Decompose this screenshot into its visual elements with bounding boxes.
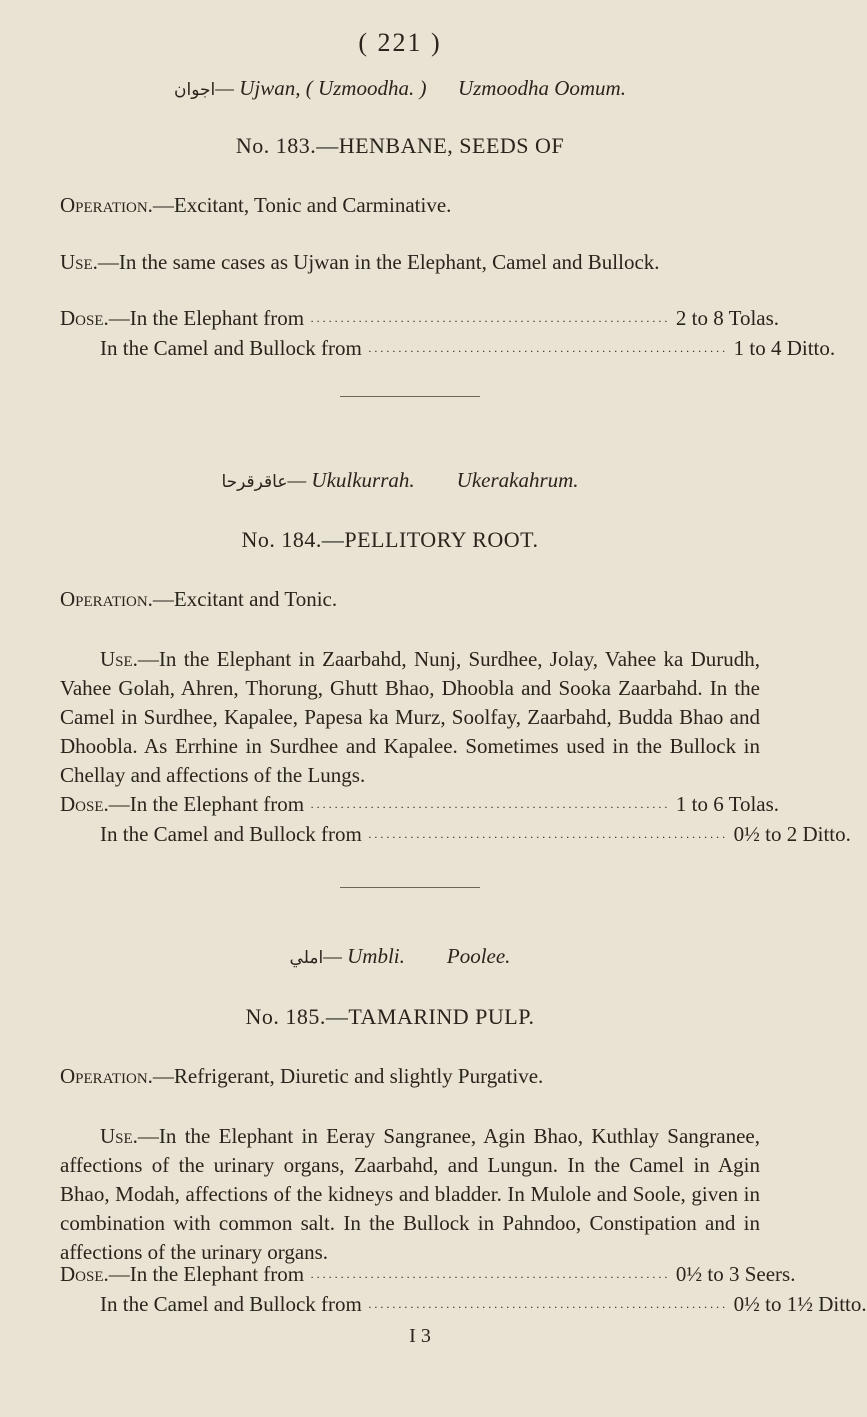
dose-amount: 0½ to 1½ Ditto. [733,1292,867,1316]
page-number: ( 221 ) [358,28,442,57]
dose-block-184 [60,792,851,852]
operation-183 [60,193,451,218]
dose-amount: 2 to 8 Tolas. [675,306,780,330]
section-divider [340,887,480,888]
dose-label: Dose. [60,306,109,330]
dose-text: —In the Elephant from [108,1262,305,1286]
use-text: —In the Elephant in Eeray Sangranee, Agin Bhao, Kuthlay Sangranee, affections of the urinary organs, Zaarbahd, and Lungun. In the Camel in Agin Bhao, Modah, affections of the kidneys and bladder. In Mulole and Soole, given in combination with common salt. In the Bullock in Pahndoo, Constipation and in affections of the urinary organs. [60,1124,760,1264]
leader-dots: ···························································· [310,314,670,328]
leader-dots: ···························································· [310,800,670,814]
alternate-name: Poolee. [446,944,511,968]
dose-row [60,1292,867,1322]
dose-row [60,822,851,852]
dose-text: —In the Elephant from [108,792,305,816]
dose-amount: 1 to 6 Tolas. [675,792,780,816]
dose-row [60,1262,796,1292]
use-label: Use. [100,647,138,671]
dose-row [60,306,780,336]
dose-amount: 0½ to 3 Seers. [675,1262,796,1286]
use-183 [60,250,660,275]
dose-amount: 1 to 4 Ditto. [733,336,836,360]
operation-185 [60,1064,543,1089]
dose-label: Dose. [60,792,109,816]
operation-text: —Excitant, Tonic and Carminative. [152,193,452,217]
dose-label: Dose. [60,1262,109,1286]
operation-label: Operation. [60,193,153,217]
vernacular-name: — Ukulkurrah. [287,468,415,492]
dose-block-185 [60,1262,867,1322]
operation-label: Operation. [60,1064,153,1088]
vernacular-name: — Umbli. [323,944,405,968]
dose-row [60,336,836,366]
section-divider [340,396,480,397]
dose-block-183 [60,306,836,366]
vernacular-name: — Ujwan, ( Uzmoodha. ) [215,76,427,100]
leader-dots: ···························································· [310,1270,670,1284]
arabic-name: عاقرقرحا [221,472,288,492]
entry-title-183: No. 183.—HENBANE, SEEDS OF [235,133,565,158]
leader-dots: ···························································· [367,1300,728,1314]
entry-heading-184 [0,468,800,493]
use-184 [60,645,760,790]
use-label: Use. [60,250,98,274]
leader-dots: ···························································· [367,830,728,844]
use-label: Use. [100,1124,138,1148]
dose-row [60,792,780,822]
entry-heading-183 [0,76,800,101]
arabic-name: اجوان [174,80,216,100]
leader-dots: ···························································· [367,344,728,358]
use-185 [60,1122,760,1267]
operation-text: —Refrigerant, Diuretic and slightly Purgative. [152,1064,544,1088]
dose-text: In the Camel and Bullock from [100,336,362,360]
use-text: —In the same cases as Ujwan in the Elephant, Camel and Bullock. [97,250,660,274]
printer-signature: I 3 [409,1325,431,1347]
dose-text: In the Camel and Bullock from [100,1292,362,1316]
entry-title-184: No. 184.—PELLITORY ROOT. [241,527,539,552]
entry-heading-185 [0,944,800,969]
alternate-name: Uzmoodha Oomum. [457,76,626,100]
dose-text: —In the Elephant from [108,306,305,330]
operation-184 [60,587,337,612]
entry-title-185: No. 185.—TAMARIND PULP. [245,1004,535,1029]
dose-text: In the Camel and Bullock from [100,822,362,846]
dose-amount: 0½ to 2 Ditto. [733,822,851,846]
arabic-name: املي [289,948,324,968]
use-text: —In the Elephant in Zaarbahd, Nunj, Surdhee, Jolay, Vahee ka Durudh, Vahee Golah, Ahren, Thorung, Ghutt Bhao, Dhoobla and Sooka Zaarbahd. In the Camel in Surdhee, Kapalee, Papesa ka Murz, Soolfay, Zaarbahd, Budda Bhao and Dhoobla. As Errhine in Surdhee and Kapalee. Sometimes used in the Bullock in Chellay and affections of the Lungs. [60,647,760,787]
operation-label: Operation. [60,587,153,611]
operation-text: —Excitant and Tonic. [152,587,338,611]
alternate-name: Ukerakahrum. [456,468,579,492]
